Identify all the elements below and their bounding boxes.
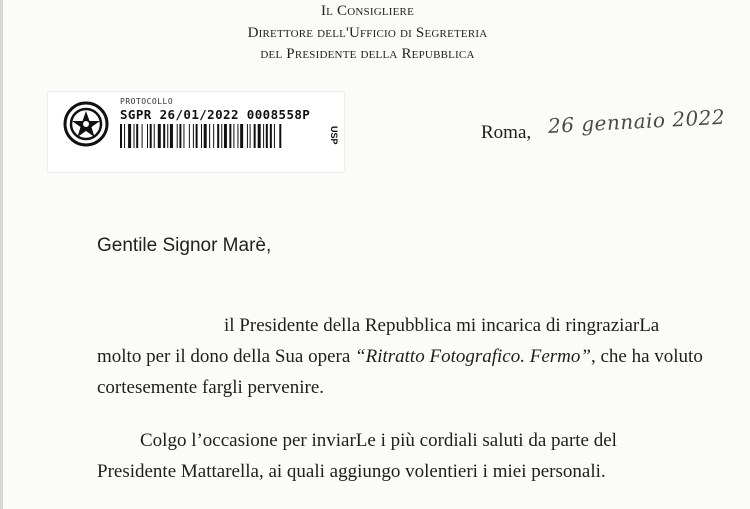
protocol-code: SGPR 26/01/2022 0008558P xyxy=(120,107,311,122)
protocol-label xyxy=(48,92,344,172)
salutation: Gentile Signor Marè, xyxy=(97,235,272,256)
letterhead-office: Direttore dell'Ufficio di Segreteria xyxy=(247,25,488,41)
body-text: molto per il dono della Sua opera xyxy=(97,346,356,367)
body-paragraph-2-line-1: Colgo l’occasione per inviarLe i più cordiali saluti da parte del xyxy=(140,430,617,451)
body-paragraph-1-line-2 xyxy=(97,341,703,372)
republic-emblem-icon xyxy=(62,100,110,148)
body-text: , che ha voluto xyxy=(590,346,703,367)
body-paragraph-2-line-2: Presidente Mattarella, ai quali aggiungo volentieri i miei personali. xyxy=(97,461,606,482)
body-paragraph-1-line-1: il Presidente della Repubblica mi incarica di ringraziarLa xyxy=(224,315,660,336)
protocol-title: PROTOCOLLO xyxy=(120,97,174,106)
body-paragraph-1-line-3: cortesemente fargli pervenire. xyxy=(97,377,325,398)
artwork-title: “Ritratto Fotografico. Fermo” xyxy=(355,346,591,367)
page-edge xyxy=(0,0,3,509)
letterhead-title: Il Consigliere xyxy=(320,3,415,19)
handwritten-date: 26 gennaio 2022 xyxy=(547,104,726,138)
dateline-place: Roma, xyxy=(481,122,532,143)
barcode xyxy=(120,124,320,148)
letterhead-institution: del Presidente della Repubblica xyxy=(260,46,475,62)
protocol-side-code: USP xyxy=(329,126,339,145)
